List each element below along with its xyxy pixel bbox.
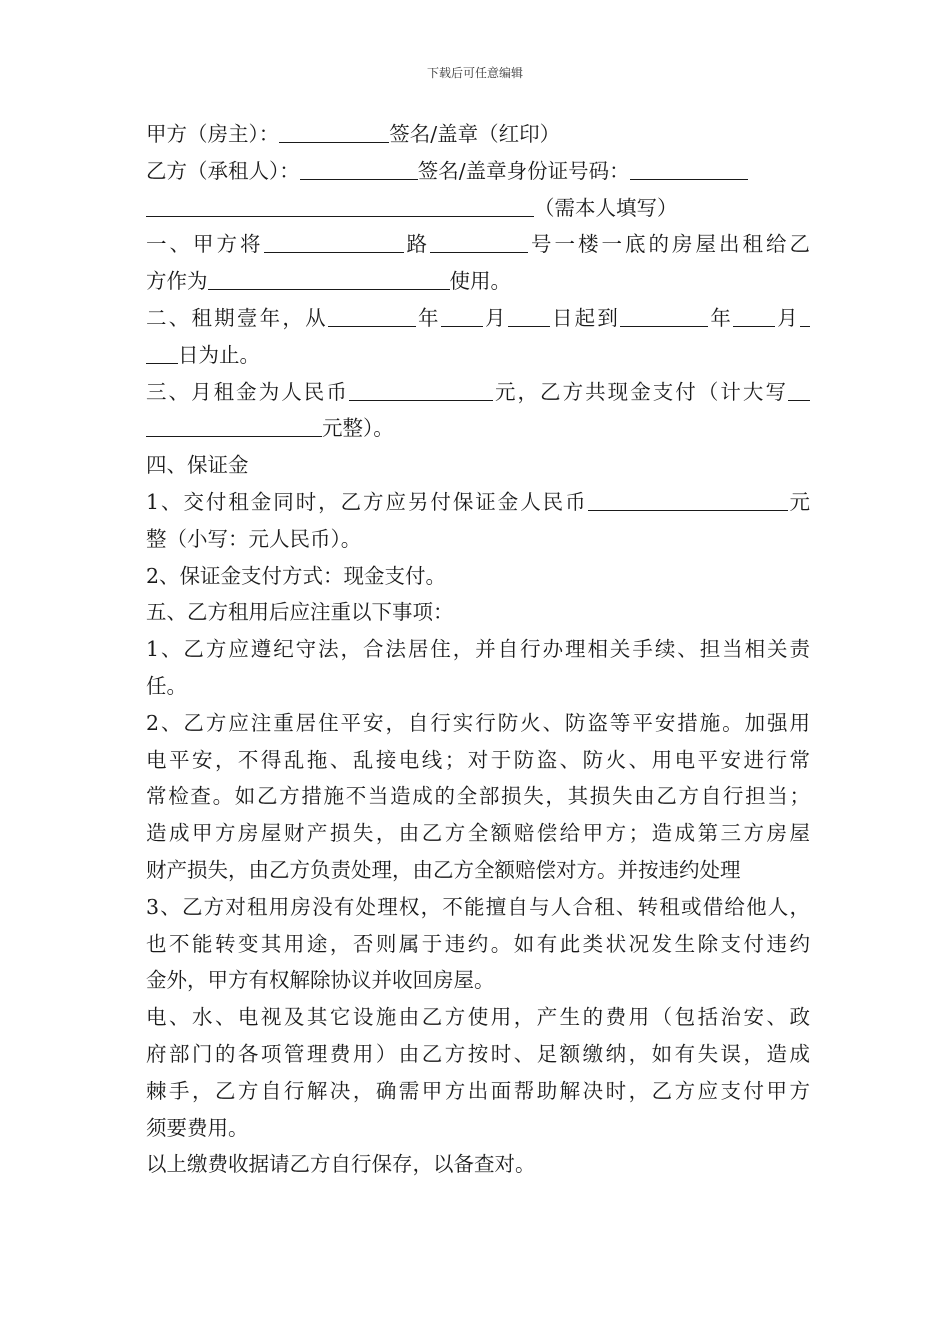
text-line	[146, 116, 810, 153]
line-text: 电平安，不得乱拖、乱接电线；对于防盗、防火、用电平安进行常	[146, 747, 810, 772]
text-line	[146, 300, 810, 337]
fill-in-blank[interactable]	[264, 230, 404, 253]
text-line	[146, 1146, 810, 1183]
text-line	[146, 815, 810, 852]
fill-in-blank[interactable]	[279, 120, 389, 143]
line-text: 任。	[146, 673, 187, 698]
text-line	[146, 190, 810, 227]
line-text: 整（小写：元人民币）。	[146, 526, 362, 551]
line-text: 2、乙方应注重居住平安，自行实行防火、防盗等平安措施。加强用	[146, 710, 810, 735]
line-text: 签名/盖章（红印）	[389, 122, 561, 146]
fill-in-blank[interactable]	[733, 304, 775, 327]
line-text: 号一楼一底的房屋出租给乙	[528, 232, 810, 257]
line-text: 日起到	[549, 305, 621, 330]
text-line	[146, 742, 810, 779]
text-line	[146, 558, 810, 595]
text-line	[146, 889, 810, 926]
line-text: 甲方（房主）：	[146, 122, 280, 146]
line-text: 电、水、电视及其它设施由乙方使用，产生的费用（包括治安、政	[146, 1005, 810, 1030]
fill-in-blank[interactable]	[788, 378, 810, 401]
line-text: 造成甲方房屋财产损失，由乙方全额赔偿给甲方；造成第三方房屋	[146, 821, 810, 846]
fill-in-blank[interactable]	[588, 488, 788, 511]
line-text: 1、乙方应遵纪守法，合法居住，并自行办理相关手续、担当相关责	[146, 637, 810, 662]
line-text: 府部门的各项管理费用）由乙方按时、足额缴纳，如有失误，造成	[146, 1041, 810, 1066]
fill-in-blank[interactable]	[430, 230, 528, 253]
text-line	[146, 226, 810, 263]
text-line	[146, 447, 810, 484]
line-text: 月	[482, 305, 508, 330]
text-line	[146, 926, 810, 963]
line-text: 常检查。如乙方措施不当造成的全部损失，其损失由乙方自行担当；	[146, 784, 810, 809]
page-header: 下载后可任意编辑	[426, 66, 523, 80]
text-line	[146, 668, 810, 705]
text-line	[146, 1073, 810, 1110]
line-text: 元	[787, 489, 810, 514]
text-line	[146, 778, 810, 815]
line-text: 年	[708, 305, 734, 330]
line-text: 财产损失，由乙方负责处理，由乙方全额赔偿对方。并按违约处理	[146, 857, 741, 882]
line-text: 年	[415, 305, 441, 330]
text-line	[146, 263, 810, 300]
fill-in-blank[interactable]	[349, 378, 493, 401]
line-text: 元整）。	[322, 416, 394, 441]
fill-in-blank[interactable]	[146, 194, 534, 217]
text-line	[146, 705, 810, 742]
fill-in-blank[interactable]	[300, 157, 418, 180]
text-line	[146, 337, 810, 374]
line-text: 四、保证金	[146, 453, 249, 478]
fill-in-blank[interactable]	[328, 304, 416, 327]
line-text: 路	[403, 232, 430, 257]
text-line	[146, 374, 810, 411]
fill-in-blank[interactable]	[146, 414, 322, 437]
contract-body	[146, 116, 810, 1183]
text-line	[146, 1036, 810, 1073]
line-text: 月	[775, 305, 801, 330]
text-line	[146, 594, 810, 631]
fill-in-blank[interactable]	[208, 267, 450, 290]
text-line	[146, 631, 810, 668]
line-text: 3、乙方对租用房没有处理权，不能擅自与人合租、转租或借给他人，	[146, 894, 810, 919]
fill-in-blank[interactable]	[800, 304, 810, 327]
line-text: 须要费用。	[146, 1115, 249, 1140]
line-text: （需本人填写）	[534, 195, 678, 220]
text-line	[146, 410, 810, 447]
line-text: 方作为	[146, 269, 208, 294]
fill-in-blank[interactable]	[146, 341, 178, 364]
text-line	[146, 521, 810, 558]
line-text: 金外，甲方有权解除协议并收回房屋。	[146, 968, 495, 993]
text-line	[146, 962, 810, 999]
fill-in-blank[interactable]	[508, 304, 550, 327]
fill-in-blank[interactable]	[620, 304, 708, 327]
line-text: 二、租期壹年，从	[146, 305, 328, 330]
line-text: 一、甲方将	[146, 232, 264, 257]
line-text: 元，乙方共现金支付（计大写	[492, 379, 789, 404]
line-text: 棘手，乙方自行解决，确需甲方出面帮助解决时，乙方应支付甲方	[146, 1078, 810, 1103]
line-text: 三、月租金为人民币	[146, 379, 349, 404]
line-text: 使用。	[449, 269, 511, 294]
fill-in-blank[interactable]	[441, 304, 483, 327]
text-line	[146, 1110, 810, 1147]
text-line	[146, 153, 810, 190]
text-line	[146, 484, 810, 521]
line-text: 1、交付租金同时，乙方应另付保证金人民币	[146, 489, 588, 514]
fill-in-blank[interactable]	[630, 157, 748, 180]
line-text: 签名/盖章身份证号码：	[417, 158, 630, 183]
line-text: 2、保证金支付方式：现金支付。	[146, 563, 447, 588]
line-text: 乙方（承租人）：	[146, 158, 300, 183]
line-text: 以上缴费收据请乙方自行保存，以备查对。	[146, 1152, 536, 1177]
line-text: 日为止。	[178, 342, 260, 367]
text-line	[146, 999, 810, 1036]
text-line	[146, 852, 810, 889]
line-text: 也不能转变其用途，否则属于违约。如有此类状况发生除支付违约	[146, 931, 810, 956]
line-text: 五、乙方租用后应注重以下事项：	[146, 600, 454, 625]
